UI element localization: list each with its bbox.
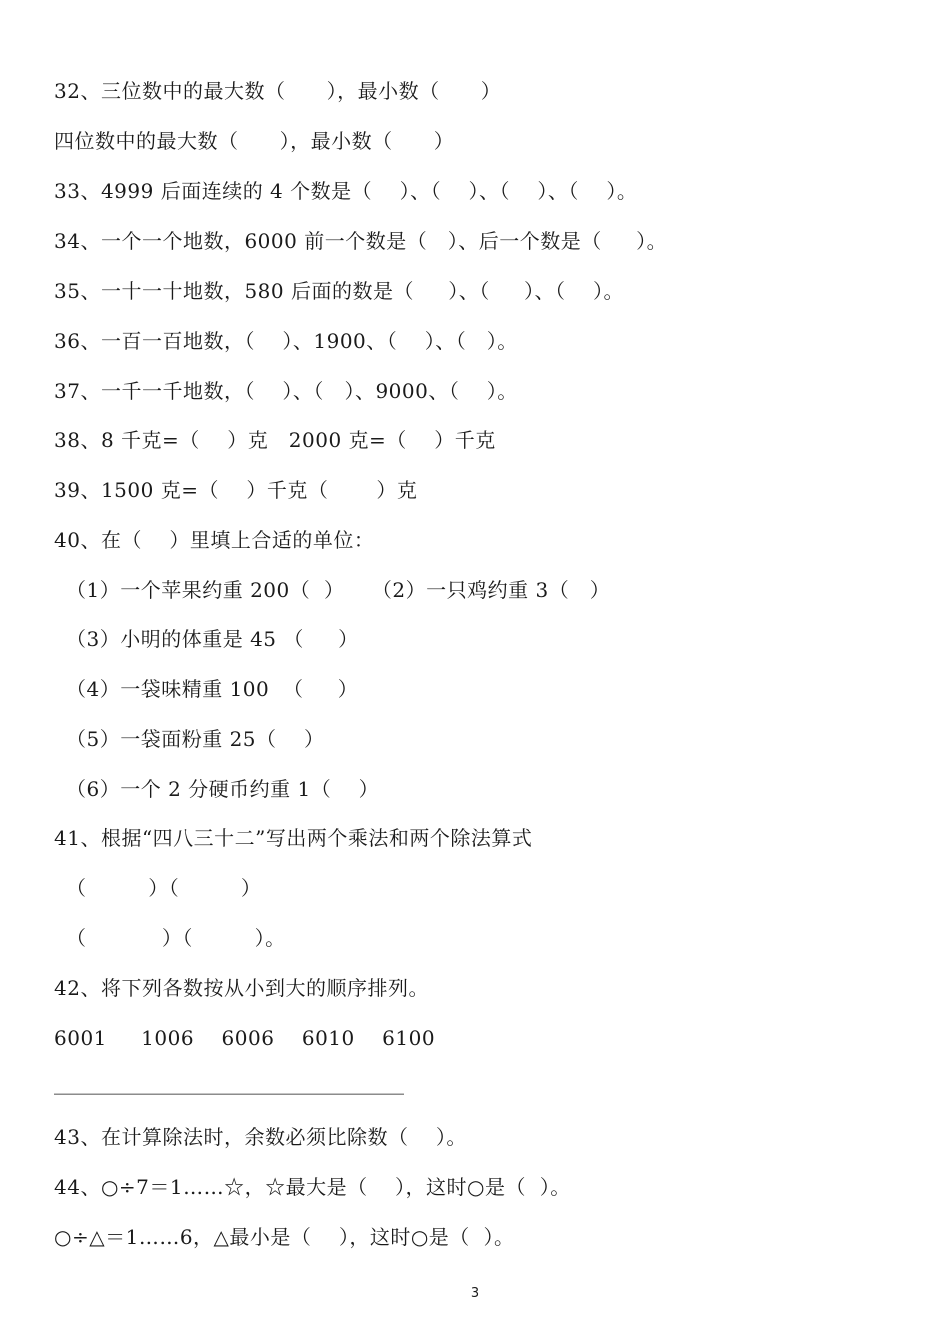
question-43: 43、在计算除法时，余数必须比除数（ ）。 <box>54 1125 467 1149</box>
question-40: 40、在（ ）里填上合适的单位： <box>54 528 375 552</box>
question-42: 42、将下列各数按从小到大的顺序排列。 <box>54 976 429 1000</box>
question-38: 38、8 千克=（ ）克 2000 克=（ ）千克 <box>54 428 496 452</box>
page-number: 3 <box>470 1286 480 1301</box>
question-39: 39、1500 克=（ ）千克（ ）克 <box>54 478 418 502</box>
question-40-item-5: （5）一袋面粉重 25（ ） <box>66 727 325 751</box>
question-40-item-4: （4）一袋味精重 100 （ ） <box>66 677 359 701</box>
question-36: 36、一百一百地数，（ ）、1900、（ ）、（ ）。 <box>54 329 518 353</box>
answer-line: ___________________________________ <box>54 1071 404 1095</box>
question-40-item-6: （6）一个 2 分硬币约重 1（ ） <box>66 777 380 801</box>
question-41-blanks-2: （ ）（ ）。 <box>66 926 286 950</box>
question-34: 34、一个一个地数，6000 前一个数是（ ）、后一个数是（ ）。 <box>54 229 668 253</box>
question-40-item-1-2: （1）一个苹果约重 200（ ） （2）一只鸡约重 3（ ） <box>66 578 611 602</box>
question-33: 33、4999 后面连续的 4 个数是（ ）、（ ）、（ ）、（ ）。 <box>54 179 638 203</box>
question-41-blanks-1: （ ）（ ） <box>66 876 262 900</box>
question-32: 32、三位数中的最大数（ ），最小数（ ） <box>54 79 502 103</box>
question-44: 44、○÷7＝1……☆，☆最大是（ ），这时○是（ ）。 <box>54 1175 571 1199</box>
question-35: 35、一十一十地数，580 后面的数是（ ）、（ ）、（ ）。 <box>54 279 624 303</box>
question-40-item-3: （3）小明的体重是 45 （ ） <box>66 627 359 651</box>
question-41: 41、根据“四八三十二”写出两个乘法和两个除法算式 <box>54 826 533 850</box>
question-37: 37、一千一千地数，（ ）、（ ）、9000、（ ）。 <box>54 379 518 403</box>
question-44-part2: ○÷△＝1……6，△最小是（ ），这时○是（ ）。 <box>54 1225 515 1249</box>
question-42-numbers: 6001 1006 6006 6010 6100 <box>54 1026 436 1050</box>
question-32-part2: 四位数中的最大数（ ），最小数（ ） <box>54 129 455 153</box>
